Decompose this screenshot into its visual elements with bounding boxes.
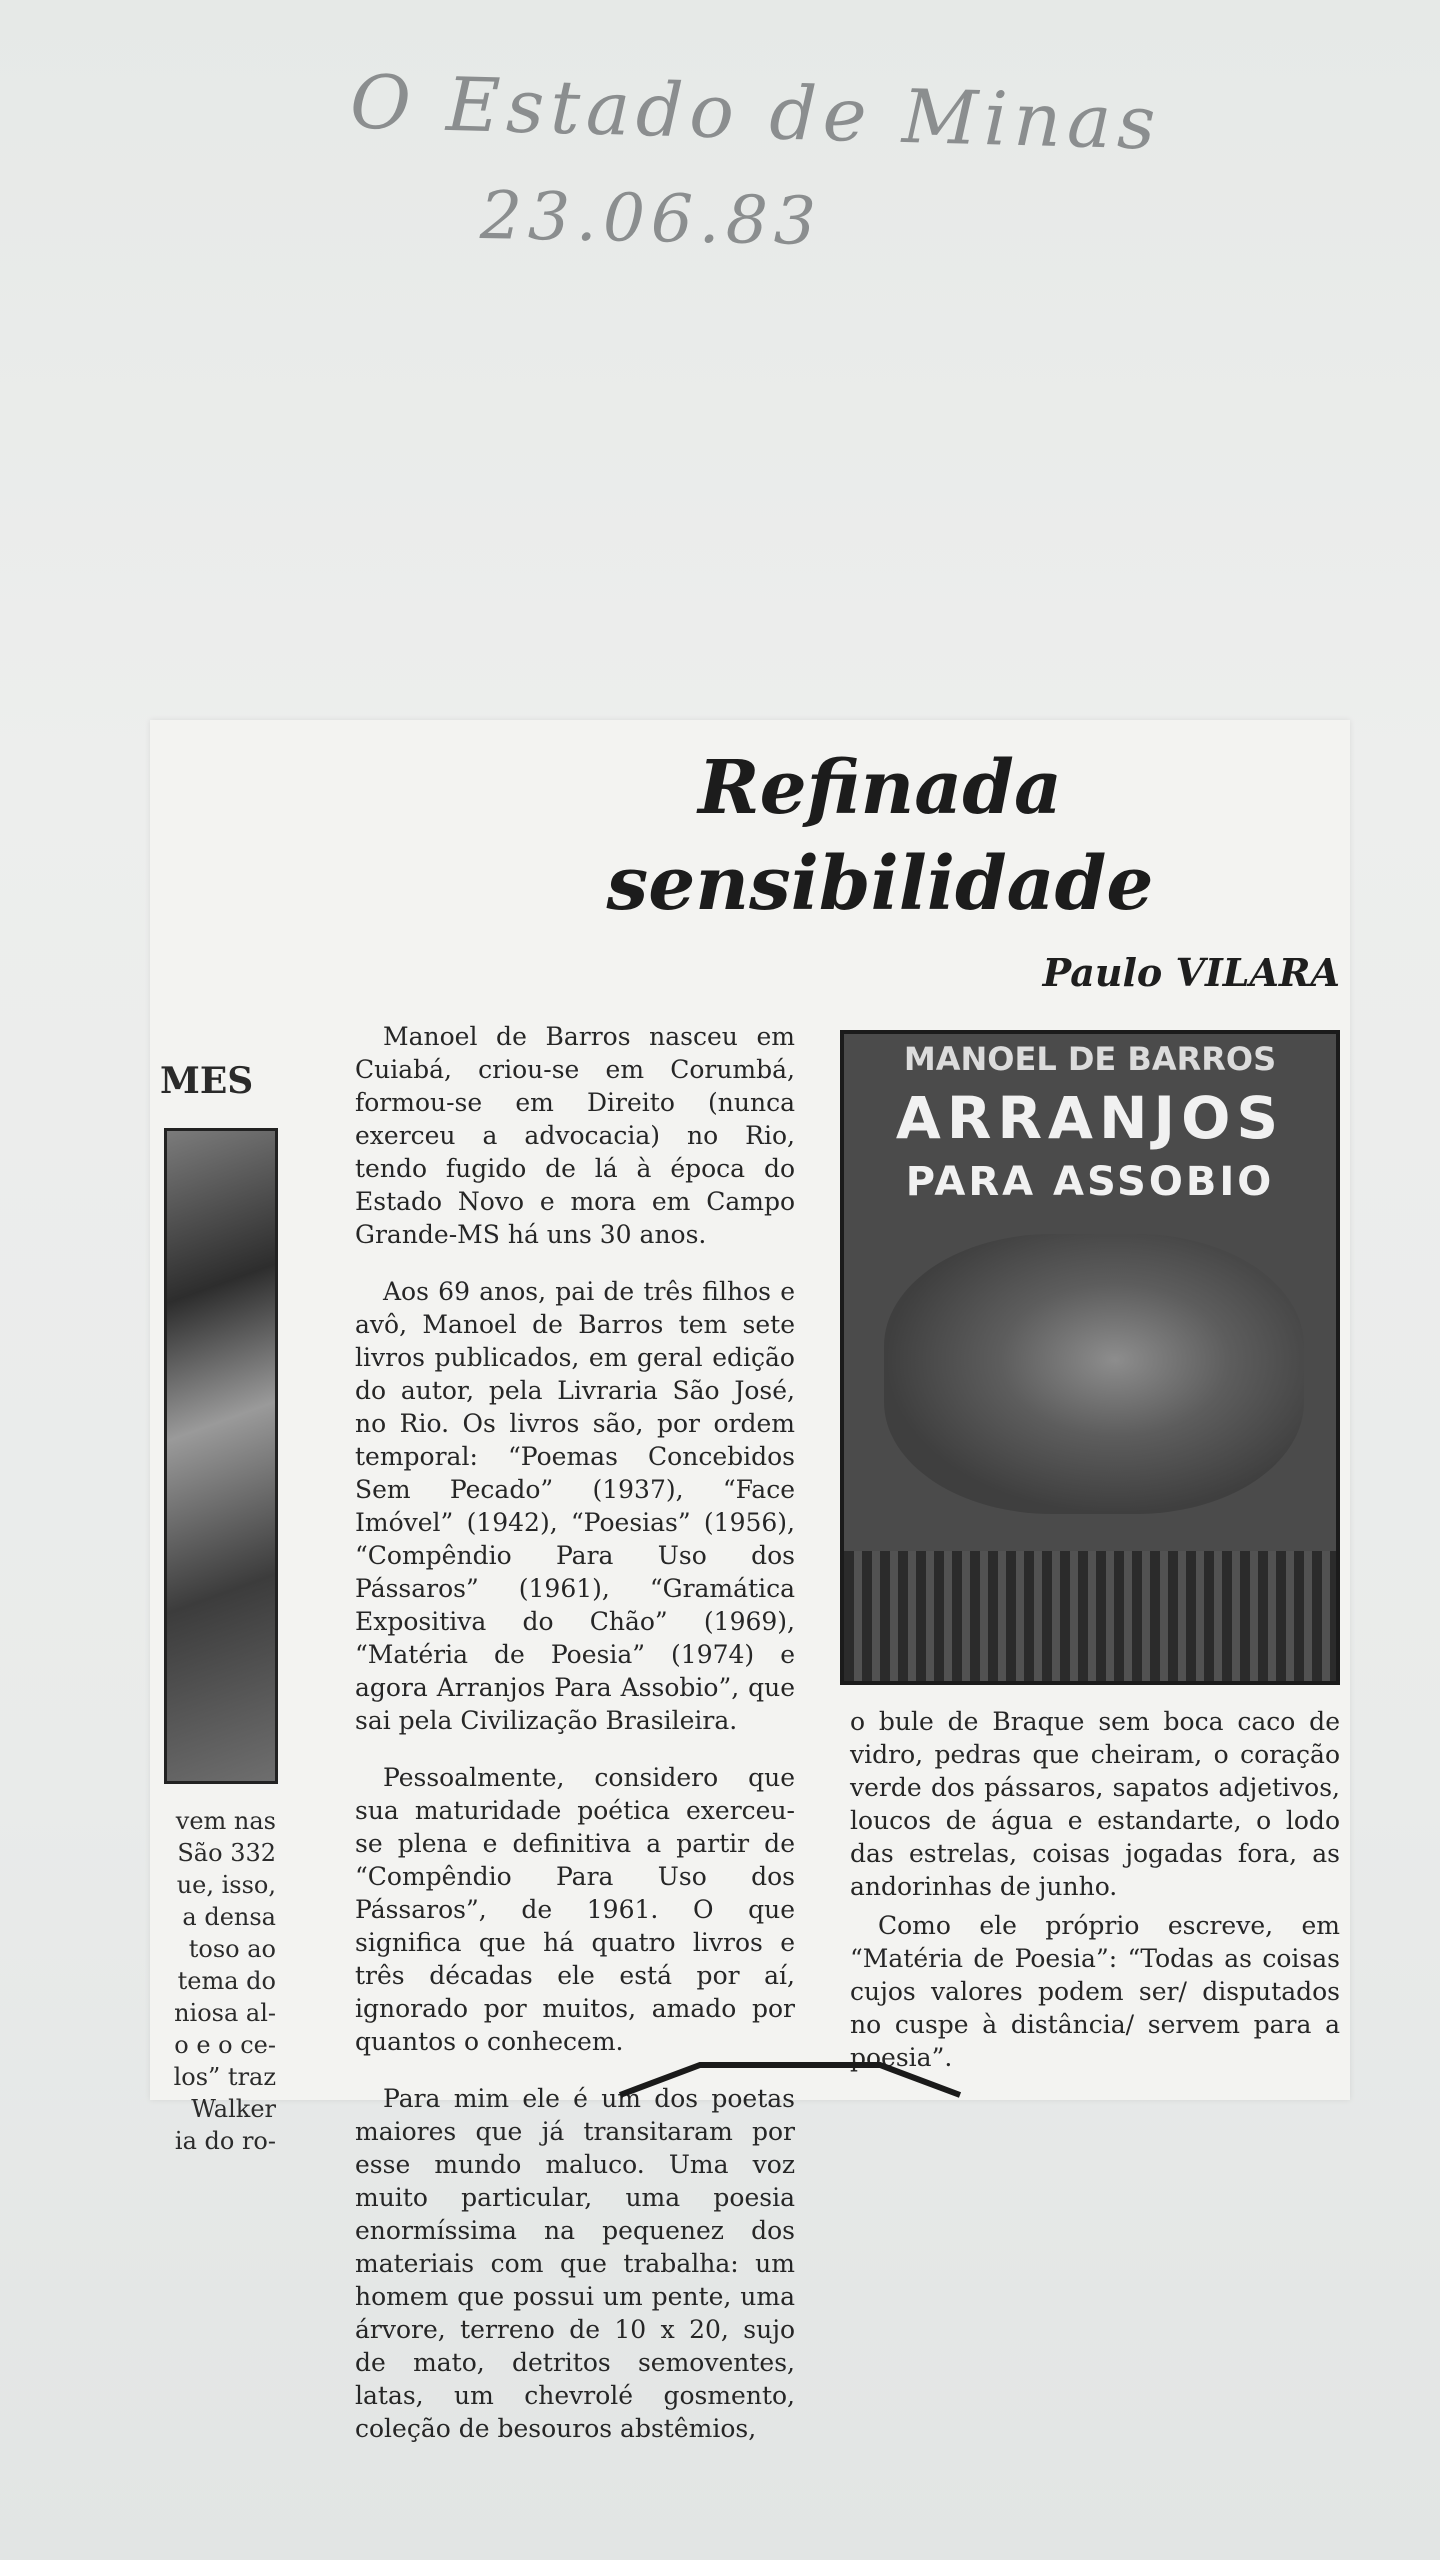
article-paragraph: Pessoalmente, considero que sua maturidade poética exerceu-se plena e definitiva a partir de “Compêndio Para Uso dos Pássaros”, de 1961. O que significa que há quatro livros e três décadas ele está por aí, ignorado por muitos, amado por quantos o conhecem. [355, 1763, 795, 2056]
article-continuation: o bule de Braque sem boca caco de vidro, pedras que cheiram, o coração verde dos pássaros, sapatos adjetivos, loucos de água e estandarte, o lodo das estrelas, coisas jogadas fora, as andorinhas de junho. [850, 1707, 1340, 1901]
article-right-column [850, 1705, 1340, 2080]
adjacent-line: São 332 [177, 1839, 276, 1867]
torn-edge-mark [620, 2045, 960, 2100]
book-cover-title: ARRANJOS [895, 1084, 1285, 1152]
adjacent-article-strip [150, 1060, 280, 2155]
adjacent-line: Walker [191, 2095, 276, 2123]
book-cover-illustration [884, 1234, 1304, 1514]
adjacent-line: a densa [182, 1903, 276, 1931]
article-paragraph: Para mim ele é um dos poetas maiores que já transitaram por esse mundo maluco. Uma voz muito particular, uma poesia enormíssima na pequenez dos materiais com que trabalha: um homem que possui um pente, uma árvore, terreno de 10 x 20, sujo de mato, detritos semoventes, latas, um chevrolé gosmento, coleção de besouros abstêmios, [355, 2084, 795, 2443]
headline-line-1: Refinada [698, 745, 1062, 831]
article-main-column [355, 1020, 795, 2469]
article-paragraph: Aos 69 anos, pai de três filhos e avô, Manoel de Barros tem sete livros publicados, em geral edição do autor, pela Livraria São José, no Rio. Os livros são, por ordem temporal: “Poemas Concebidos Sem Pecado” (1937), “Face Imóvel” (1942), “Poesias” (1956), “Compêndio Para Uso dos Pássaros” (1961), “Gramática Expositiva do Chão” (1969), “Matéria de Poesia” (1974) e agora Arranjos Para Assobio”, que sai pela Civilização Brasileira. [355, 1277, 795, 1735]
adjacent-line: ue, isso, [176, 1871, 276, 1899]
adjacent-line: toso ao [188, 1935, 276, 1963]
adjacent-line: vem nas [175, 1807, 276, 1835]
book-cover-image [840, 1030, 1340, 1685]
adjacent-article-text [154, 1805, 276, 2157]
byline: Paulo VILARA [1042, 950, 1340, 995]
headline-line-2: sensibilidade [606, 841, 1154, 927]
book-cover-subtitle: PARA ASSOBIO [905, 1159, 1275, 1205]
newspaper-clipping [150, 720, 1350, 2443]
adjacent-line: tema do [177, 1967, 276, 1995]
book-cover-author: MANOEL DE BARROS [903, 1040, 1277, 1078]
adjacent-line: ia do ro- [174, 2127, 276, 2155]
article-paragraph: Manoel de Barros nasceu em Cuiabá, criou-se em Corumbá, formou-se em Direito (nunca exerceu a advocacia) no Rio, tendo fugido de lá à época do Estado Novo e mora em Campo Grande-MS há uns 30 anos. [355, 1022, 795, 1249]
handwritten-date-note: 23.06.83 [479, 177, 823, 260]
adjacent-article-heading: MES [160, 1060, 254, 1102]
adjacent-line: niosa al- [174, 1999, 276, 2027]
adjacent-line: los” traz [173, 2063, 276, 2091]
handwritten-source-note: O Estado de Minas [349, 59, 1163, 167]
article-closing-paragraph: Como ele próprio escreve, em “Matéria de Poesia”: “Todas as coisas cujos valores podem ser/ disputados no cuspe à distância/ servem para a poesia”. [850, 1911, 1340, 2072]
headline [480, 740, 1280, 932]
adjacent-article-image [164, 1128, 278, 1784]
adjacent-line: o e o ce- [174, 2031, 276, 2059]
book-cover-base-pattern [844, 1551, 1336, 1681]
